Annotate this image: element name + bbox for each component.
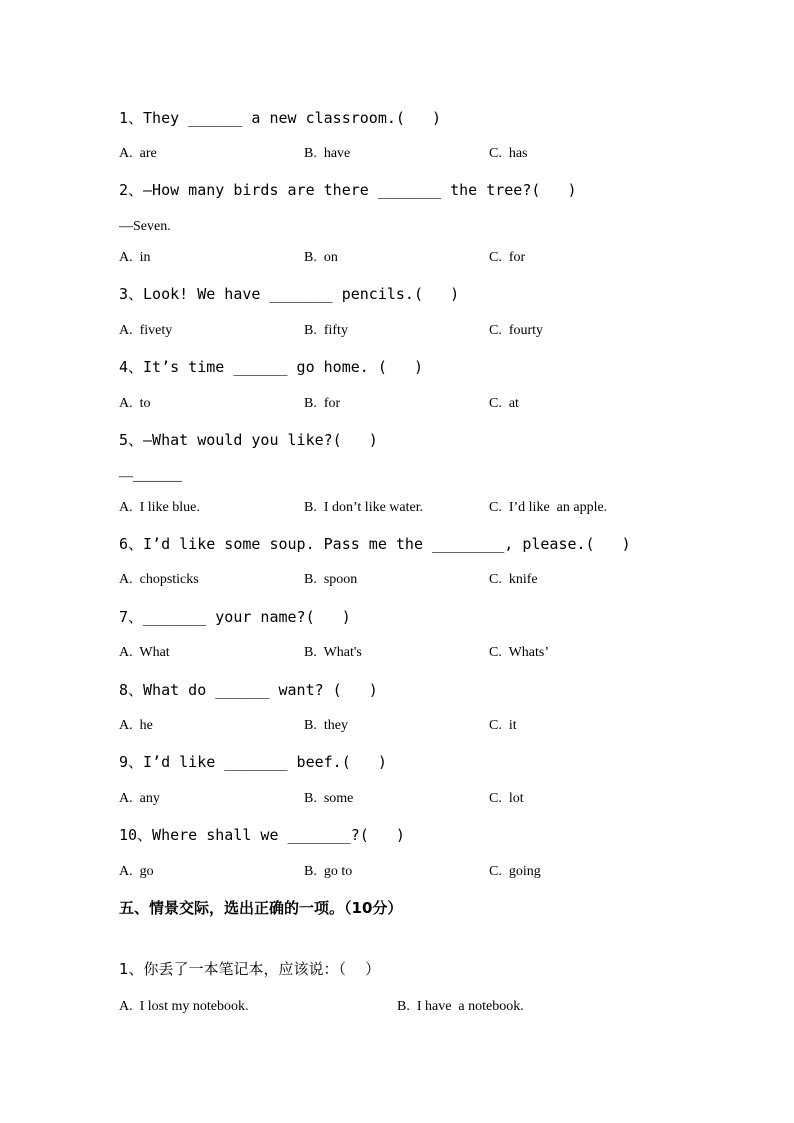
question-8-option-b: B. they (304, 718, 348, 733)
question-2-option-a: A. in (119, 250, 151, 265)
question-6-option-b: B. spoon (304, 572, 358, 587)
question-5-option-c: C. I’d like an apple. (489, 500, 608, 515)
question-10-option-a: A. go (119, 864, 154, 879)
question-9-option-b: B. some (304, 791, 354, 806)
section-5-heading: 五、情景交际，选出正确的一项。（10分） (119, 899, 403, 917)
question-1-option-b: B. have (304, 146, 351, 161)
question-6-option-c: C. knife (489, 572, 538, 587)
question-3-stem: 3、Look! We have _______ pencils.( ) (119, 285, 460, 303)
question-5-stem: 5、—What would you like?( ) (119, 431, 378, 449)
question-7-stem: 7、_______ your name?( ) (119, 608, 351, 626)
question-5-option-a: A. I like blue. (119, 500, 200, 515)
question-7-option-c: C. Whats’ (489, 645, 550, 660)
question-2-answer-line: —Seven. (119, 219, 171, 234)
question-3-option-a: A. fivety (119, 323, 173, 338)
question-8-stem: 8、What do ______ want? ( ) (119, 681, 378, 699)
question-1-option-c: C. has (489, 146, 528, 161)
section-5-question-1-option-b: B. I have a notebook. (397, 999, 524, 1014)
question-4-stem: 4、It’s time ______ go home. ( ) (119, 358, 423, 376)
question-10-option-c: C. going (489, 864, 541, 879)
question-5-option-b: B. I don’t like water. (304, 500, 424, 515)
question-3-option-b: B. fifty (304, 323, 348, 338)
question-9-stem: 9、I’d like _______ beef.( ) (119, 753, 387, 771)
question-7-option-b: B. What's (304, 645, 362, 660)
question-2-option-b: B. on (304, 250, 338, 265)
question-1-option-a: A. are (119, 146, 157, 161)
question-2-stem: 2、—How many birds are there _______ the tree?( ) (119, 181, 577, 199)
section-5-question-1-option-a: A. I lost my notebook. (119, 999, 249, 1014)
question-5-answer-line: —_______ (119, 469, 182, 484)
question-4-option-b: B. for (304, 396, 341, 411)
question-6-stem: 6、I’d like some soup. Pass me the ________, please.( ) (119, 535, 631, 553)
question-7-option-a: A. What (119, 645, 170, 660)
question-1-stem: 1、They ______ a new classroom.( ) (119, 109, 442, 127)
section-5-question-1-stem: 1、你丢了一本笔记本，应该说：（ ） (119, 960, 381, 978)
question-10-stem: 10、Where shall we _______?( ) (119, 826, 405, 844)
question-4-option-c: C. at (489, 396, 519, 411)
question-4-option-a: A. to (119, 396, 151, 411)
question-9-option-a: A. any (119, 791, 160, 806)
question-2-option-c: C. for (489, 250, 526, 265)
question-3-option-c: C. fourty (489, 323, 544, 338)
question-10-option-b: B. go to (304, 864, 353, 879)
question-8-option-c: C. it (489, 718, 517, 733)
question-8-option-a: A. he (119, 718, 153, 733)
question-9-option-c: C. lot (489, 791, 524, 806)
question-6-option-a: A. chopsticks (119, 572, 199, 587)
